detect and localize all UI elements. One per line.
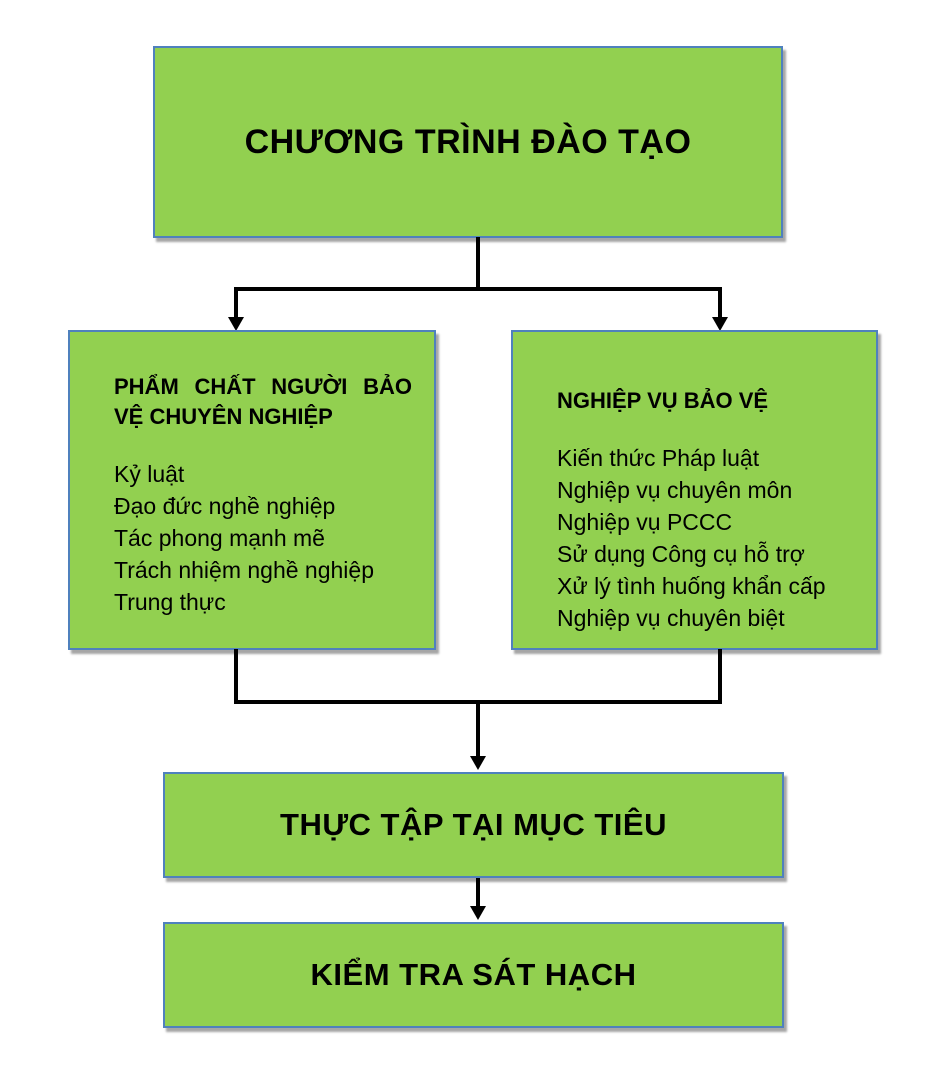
list-item: Nghiệp vụ PCCC: [557, 509, 733, 535]
arrow-down-icon: [712, 317, 728, 331]
guard-qualities-title: PHẨM CHẤT NGƯỜI BẢO VỆ CHUYÊN NGHIỆP: [114, 374, 412, 429]
arrow-down-icon: [470, 756, 486, 770]
connector-right-up: [718, 649, 722, 704]
connector-right-drop: [718, 287, 722, 320]
connector-left-up: [234, 649, 238, 704]
list-item: Kỷ luật: [114, 461, 185, 487]
node-security-skills: [511, 330, 878, 650]
list-item: Trách nhiệm nghề nghiệp: [114, 557, 374, 583]
security-skills-list: [557, 442, 854, 634]
guard-qualities-list: [114, 458, 412, 618]
list-item: Nghiệp vụ chuyên môn: [557, 477, 793, 503]
connector-practice-to-exam: [476, 878, 480, 908]
training-program-title: CHƯƠNG TRÌNH ĐÀO TẠO: [244, 122, 692, 161]
node-on-site-practice: [163, 772, 784, 878]
arrow-down-icon: [228, 317, 244, 331]
node-guard-qualities: [68, 330, 436, 650]
connector-center-drop: [476, 700, 480, 758]
node-training-program: [153, 46, 783, 238]
list-item: Kiến thức Pháp luật: [557, 445, 760, 471]
list-item: Trung thực: [114, 589, 226, 615]
on-site-practice-title: THỰC TẬP TẠI MỤC TIÊU: [280, 807, 667, 842]
examination-title: KIỂM TRA SÁT HẠCH: [310, 957, 637, 992]
arrow-down-icon: [470, 906, 486, 920]
security-skills-title: NGHIỆP VỤ BẢO VỆ: [557, 388, 769, 413]
node-examination: [163, 922, 784, 1028]
list-item: Xử lý tình huống khẩn cấp: [557, 573, 826, 599]
list-item: Sử dụng Công cụ hỗ trợ: [557, 541, 805, 567]
list-item: Nghiệp vụ chuyên biệt: [557, 605, 785, 631]
connector-left-drop: [234, 287, 238, 320]
connector-program-stub: [476, 237, 480, 291]
list-item: Đạo đức nghề nghiệp: [114, 493, 336, 519]
connector-split-bar: [234, 287, 722, 291]
list-item: Tác phong mạnh mẽ: [114, 525, 325, 551]
